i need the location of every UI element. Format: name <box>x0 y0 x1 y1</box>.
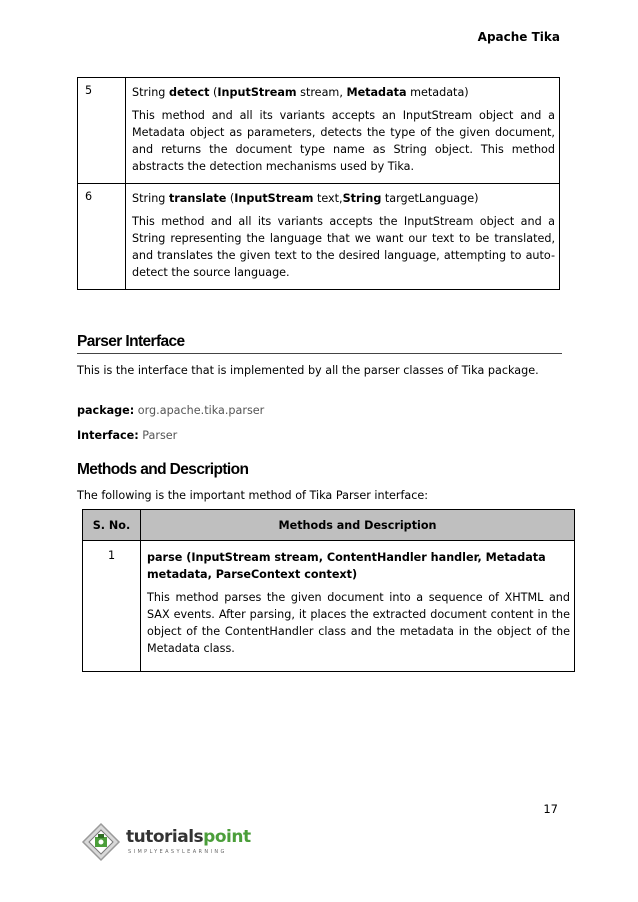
parser-intro: This is the interface that is implemented by all the parser classes of Tika package. <box>77 364 539 377</box>
methods-intro: The following is the important method of Tika Parser interface: <box>77 489 429 502</box>
method-signature: parse (InputStream stream, ContentHandler handler, Metadata metadata, ParseContext context) <box>147 551 546 581</box>
running-header-title: Apache Tika <box>477 30 560 44</box>
package-line: package: org.apache.tika.parser <box>77 404 265 417</box>
interface-line: Interface: Parser <box>77 429 178 442</box>
method-signature: String detect (InputStream stream, Metadata metadata) <box>132 86 469 99</box>
method-cell <box>141 541 575 672</box>
table-row <box>78 78 560 184</box>
table-header-row <box>83 510 575 541</box>
row-number: 5 <box>78 78 126 184</box>
method-description: This method and all its variants accepts the InputStream object and a String representing the language that we want our text to be translated, and translates the given text to the desired language, attempting to auto-detect the source language. <box>132 215 555 279</box>
column-header-sno: S. No. <box>83 510 141 541</box>
methods-table-continued <box>77 77 560 290</box>
method-cell <box>126 78 560 184</box>
heading-rule <box>77 353 562 354</box>
method-cell <box>126 184 560 290</box>
page-number: 17 <box>543 802 558 816</box>
section-heading-methods: Methods and Description <box>77 461 249 478</box>
logo-tagline: SIMPLYEASYLEARNING <box>128 849 227 855</box>
section-heading-parser-interface: Parser Interface <box>77 333 185 350</box>
row-number: 1 <box>83 541 141 672</box>
method-description: This method and all its variants accepts an InputStream object and a Metadata object as parameters, detects the type of the given document, and returns the document type name as String object. This method abstracts the detection mechanisms used by Tika. <box>132 109 555 173</box>
column-header-methods: Methods and Description <box>141 510 575 541</box>
tutorialspoint-logo-icon <box>80 822 122 862</box>
parser-methods-table <box>82 509 575 672</box>
table-row <box>83 541 575 672</box>
method-description: This method parses the given document into a sequence of XHTML and SAX events. After parsing, it places the extracted document content in the object of the ContentHandler class and the metadata in the object of the Metadata class. <box>147 591 570 655</box>
tutorialspoint-logo <box>80 822 251 862</box>
logo-wordmark: tutorialspoint <box>126 827 251 847</box>
row-number: 6 <box>78 184 126 290</box>
table-row <box>78 184 560 290</box>
method-signature: String translate (InputStream text,String targetLanguage) <box>132 192 479 205</box>
